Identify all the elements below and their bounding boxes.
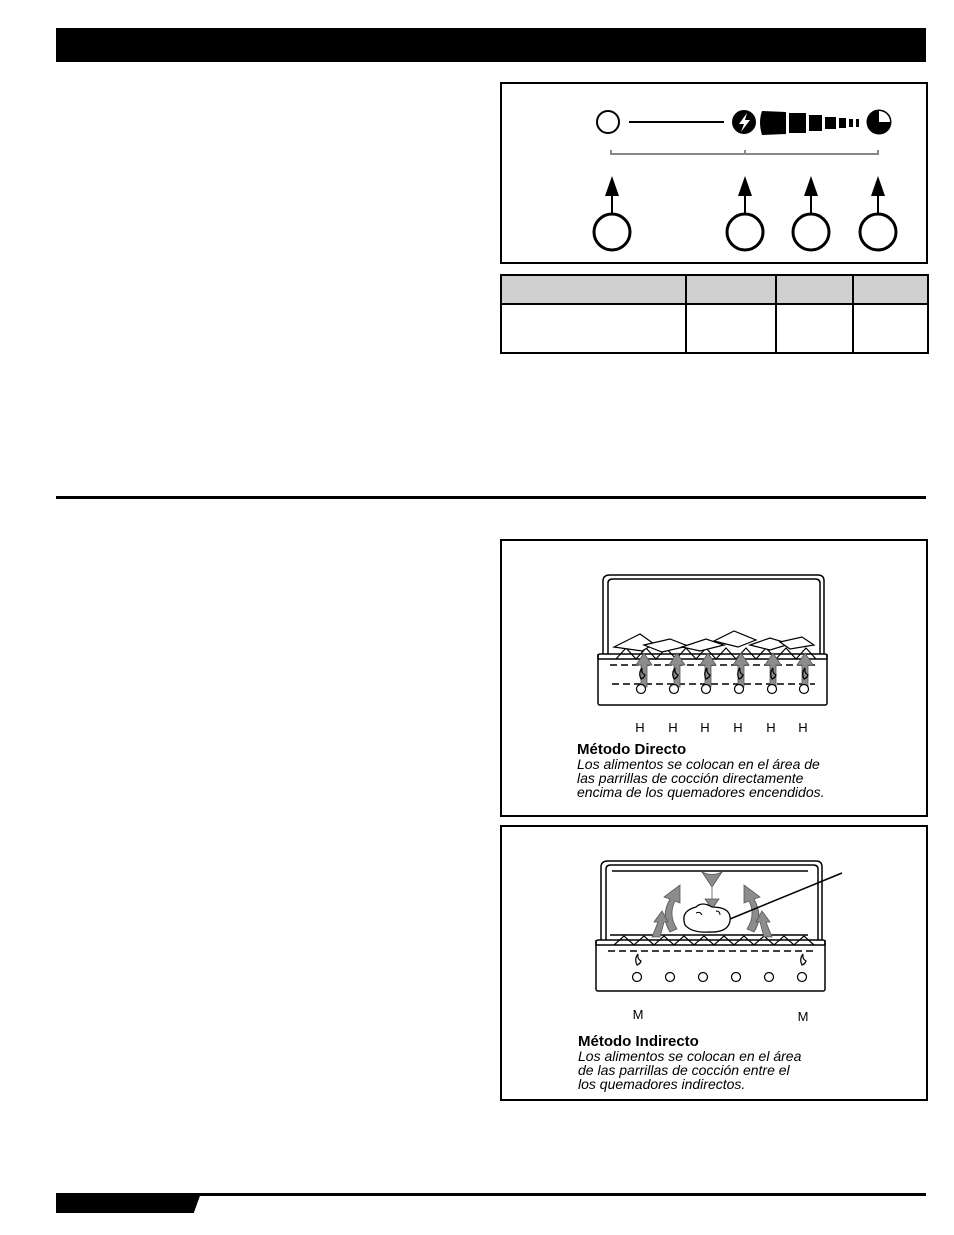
indirect-method-title: Método Indirecto — [578, 1033, 699, 1050]
footer-page-tab — [56, 1193, 201, 1213]
description-line: los quemadores indirectos. — [578, 1076, 746, 1092]
indirect-method-description — [578, 1049, 848, 1091]
description-line: encima de los quemadores encendidos. — [577, 784, 825, 800]
ignition-bolt-icon — [732, 110, 756, 134]
callout-1 — [594, 176, 630, 250]
up-arrow-icon — [594, 176, 896, 250]
description-line: de las parrillas de cocción entre el — [578, 1062, 790, 1078]
table-cell — [853, 304, 928, 353]
header-bar — [56, 28, 926, 62]
callout-2 — [727, 176, 763, 250]
burner-setting-label: H — [700, 720, 710, 735]
table-row — [501, 304, 928, 353]
indirect-method-figure — [500, 825, 928, 1101]
direct-method-title: Método Directo — [577, 741, 687, 758]
heat-flow-arrows — [636, 653, 813, 687]
off-circle-icon — [597, 111, 619, 133]
burner-setting-label: H — [798, 720, 808, 735]
food-items-icon — [614, 631, 814, 652]
section-divider — [56, 496, 926, 499]
range-bracket — [611, 150, 878, 154]
table-header-cell — [501, 275, 686, 304]
description-line: las parrillas de cocción directamente — [577, 770, 804, 786]
burner-setting-label: H — [766, 720, 776, 735]
table-cell — [686, 304, 776, 353]
burner-knobs — [637, 685, 809, 694]
table-cell — [776, 304, 853, 353]
description-line: Los alimentos se colocan en el área de — [577, 756, 820, 772]
burner-setting-label: H — [635, 720, 645, 735]
burner-setting-label: M — [632, 1007, 644, 1022]
description-line: Los alimentos se colocan en el área — [578, 1048, 802, 1064]
burner-flames-icon — [636, 954, 806, 965]
callout-3 — [793, 176, 829, 250]
knob-settings-diagram — [500, 82, 928, 264]
burner-flames-icon — [640, 668, 808, 679]
flame-scale-icon — [760, 111, 859, 135]
table-header-cell — [853, 275, 928, 304]
table-header-cell — [686, 275, 776, 304]
low-setting-icon — [868, 111, 890, 133]
burner-setting-label: H — [668, 720, 678, 735]
burner-setting-label: H — [733, 720, 743, 735]
table-header-row — [501, 275, 928, 304]
table-header-cell — [776, 275, 853, 304]
callout-4 — [860, 176, 896, 250]
heat-settings-table — [500, 274, 929, 354]
roast-food-icon — [684, 904, 730, 932]
direct-method-description — [577, 757, 847, 799]
direct-method-figure — [500, 539, 928, 817]
burner-setting-label: M — [797, 1009, 809, 1024]
burner-knobs — [633, 973, 807, 982]
table-cell — [501, 304, 686, 353]
